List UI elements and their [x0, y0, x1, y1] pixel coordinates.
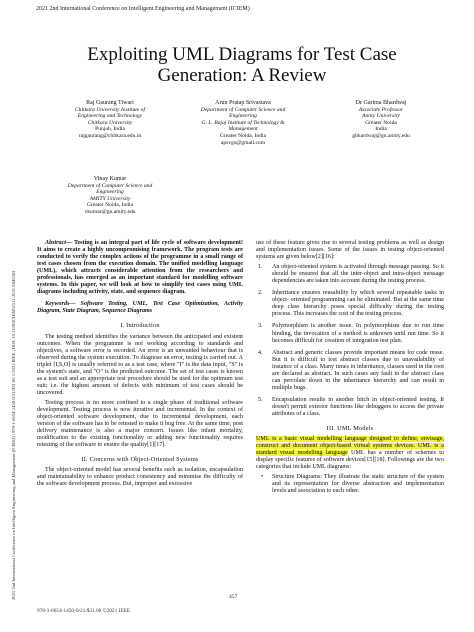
author-affiliation: Associate Professor — [358, 106, 404, 113]
issues-list — [256, 264, 444, 418]
list-number: 1. — [258, 264, 263, 271]
author-location: Greater Noida, India — [219, 132, 267, 139]
author-location: India — [375, 126, 387, 133]
section-heading-oo-concerns: II. Concerns with Object-Oriented Systems — [81, 456, 199, 464]
author-location: Greater Noida, India — [86, 202, 134, 209]
author-affiliation: Engineering and Technology — [77, 113, 143, 120]
uml-bullet-list — [256, 474, 444, 495]
list-item — [256, 290, 444, 318]
list-text: An object-oriented system is activated through message passing. So it should be ensured that all the inter-object and intra-object message dependencies are taken into account during the testing process. — [272, 264, 444, 285]
author-location: Punjab, India — [95, 126, 125, 133]
abstract-text: — Testing is an integral part of life cycle of software development! It aims to create a highly uncompromising framework. The program tests are conducted to verify the complex actions of the programme in a small range of test cases chosen from the execution domain. The unified modelling language (UML), which attracts considerable attention from the researchers and professionals, has emerged as an important standard for modelling software systems. In this paper, we will look at how to simplify test cases using UML diagrams including activity, state, and sequence diagram. — [37, 240, 243, 296]
abstract — [37, 240, 243, 296]
keywords-text: — Software Testing, UML, Test Case Optimization, Activity Diagram, State Diagram, Sequence Diagrams — [37, 301, 243, 315]
author-block-3 — [322, 100, 440, 140]
page-number: 457 — [229, 594, 238, 600]
list-item — [256, 474, 444, 495]
list-text: Abstract and generic classes provide important means for code reuse. But it is difficult to test abstract classes due to unavailability of instance of a class. Many times in inheritance, classes used in the root are declared as abstract. In such cases any fault in the abstract class can percolate down in the inheritance hierarchy and can result in multiple bugs. — [272, 349, 444, 391]
author-affiliation: Management — [228, 126, 258, 133]
list-number: 4. — [258, 349, 263, 356]
paper-title — [60, 44, 424, 86]
list-number: 3. — [258, 323, 263, 330]
author-affiliation: AMITY University — [89, 195, 131, 202]
uml-paragraph-rest: UML has a number of schemes to display specific features of software devices[15][18]. Followings are the two categories that include UML diagrams: — [256, 450, 444, 471]
list-number: 2. — [258, 290, 263, 297]
author-email: gbhardwaj@gn.amity.edu — [352, 132, 410, 139]
author-email: vkumar@gn.amity.edu — [84, 208, 136, 215]
author-name: Vinay Kumar — [93, 176, 127, 182]
list-text: Inheritance ensures reusability by which several repeatable tasks in object- oriented programming can be eliminated. But at the same time deep class hierarchy poses special difficulty during the testing process. This increases the cost of the testing process. — [272, 290, 444, 318]
author-block-4 — [50, 176, 170, 216]
author-location: Greater Noida — [365, 119, 397, 126]
list-item — [256, 397, 444, 418]
list-item — [256, 264, 444, 285]
keywords-label: Keywords — [45, 301, 70, 308]
right-paragraph-1: use of these feature gives rise to several testing problems as well as design and implementation issues. Some of the issues in testing object-oriented systems are given below[2][16]: — [256, 240, 444, 261]
footer-copyright: 978-1-6654-1450-0/21/$31.00 ©2021 IEEE — [37, 608, 131, 614]
author-affiliation: Chitkara University — [87, 119, 133, 126]
author-affiliation: G. L. Bajaj Institute of Technology & — [201, 119, 285, 126]
highlighted-text: UML is a basic visual modelling language designed to define, envisage, construct and document object-based virtual systems devices. UML is a standard visual modelling language — [256, 436, 444, 457]
author-name: Dr Garima Bhardwaj — [355, 100, 407, 106]
author-affiliation: Amity University — [362, 113, 400, 120]
author-affiliation: Engineering — [229, 113, 257, 120]
author-name: Arun Pratap Srivastava — [215, 100, 271, 106]
author-email: rajgaurang@chitkara.edu.in — [78, 132, 142, 139]
left-column — [37, 240, 243, 491]
keywords — [37, 301, 243, 315]
intro-paragraph-2: Testing process is no more confined to a single phase of traditional software development. Testing process is now iterative and incremental. In the context of object-oriented software development, due to incremental development, each version of the software has to be retested to make it bug free. At the same time, post delivery maintenance is also a major concern. Issues like infant mortality, modification to the existing functionality or adding new functionality requires retesting of the software to ensure the quality[1][17]. — [37, 399, 243, 449]
section-heading-introduction: I. Introduction — [120, 322, 160, 330]
author-block-2 — [181, 100, 305, 146]
list-number: 5. — [258, 396, 263, 403]
list-text: Encapsulation results in another hitch in object-oriented testing. It doesn't permit exterior functions like debuggers to access the private attributes of a class. — [272, 396, 444, 417]
list-item — [256, 323, 444, 344]
side-doi-strip — [3, 80, 16, 600]
right-column — [256, 240, 444, 500]
section-heading-uml-models: III. UML Models — [326, 425, 374, 433]
author-name: Raj Gaurang Tiwari — [86, 100, 134, 106]
author-block-1 — [50, 100, 170, 140]
title-line-1: Exploiting UML Diagrams for Test Case — [87, 44, 397, 65]
conference-header: 2021 2nd International Conference on Intelligent Engineering and Management (ICIEM) — [36, 6, 250, 12]
list-text: Polymorphism is another issue. In polymorphism due to run time binding, the invocation of a method is unknown until run time. So it becomes difficult for creation of integration test plan. — [272, 323, 444, 344]
bullet-icon: • — [261, 474, 264, 481]
title-line-2: Generation: A Review — [157, 65, 327, 86]
author-affiliation: Department of Computer Science and — [200, 106, 286, 113]
author-affiliation: Department of Computer Science and — [67, 182, 153, 189]
list-text: Structure Diagrams: They illustrate the static structure of the system and its representation for diverse abstraction and implementation levels and association to each other. — [272, 474, 444, 495]
oo-paragraph-1: The object-oriented model has several benefits such as isolation, encapsulation and maintainability to enhance product consistency and minimise the difficulty of the software development process. But, improper and excessive — [37, 467, 243, 488]
author-email: apsvgs@gmail.com — [220, 139, 266, 146]
side-doi-text: 2021 2nd International Conference on Intelligent Engineering and Management (ICIEM) | 978-1-6654-1450-0/21/$31.00 ©2021 IEEE | DOI: 10.1109/ICIEM51511.2021.9445383 — [11, 270, 16, 600]
abstract-label: Abstract — [45, 240, 66, 246]
list-item — [256, 350, 444, 392]
intro-paragraph-1: The testing method identifies the variance between the anticipated and existent outcomes. When the programme is not working according to standards and objectives, a software error is recorded. An error is an unwanted behaviour that is observed during the system execution. To diagnose an error, testing is carried out. A triplet [I,S,O] is usually referred to as a test case, where "I" is the data input, "S" is the system's state, and "O" is the predicted outcome. The set of test cases is known as a test suit and an appropriate test procedure should be used for the optimum test suit; i.e. the highest amount of defects with minimum of test cases should be uncovered. — [37, 333, 243, 396]
uml-paragraph — [256, 436, 444, 471]
author-affiliation: Chitkara University Institute of — [74, 106, 146, 113]
author-affiliation: Engineering — [96, 189, 124, 196]
